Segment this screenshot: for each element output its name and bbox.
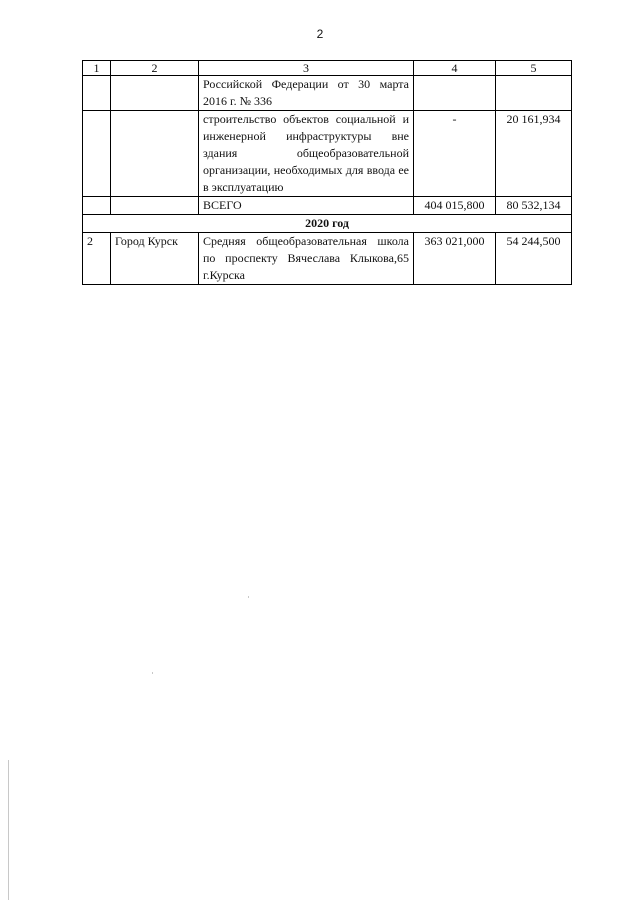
scan-artifact-left-edge: [8, 760, 9, 900]
cell-amount-year: 20 161,934: [496, 111, 572, 197]
cell-amount-total: 363 021,000: [414, 233, 496, 285]
cell-municipality: [111, 197, 199, 215]
cell-object: строительство объектов социальной и инженерной инфраструктуры вне здания общеобразовательной организации, необходимых для ввода ее в эксплуатацию: [199, 111, 414, 197]
page-number: 2: [316, 27, 324, 41]
cell-municipality: [111, 76, 199, 111]
table-row: [83, 233, 572, 285]
cell-amount-total: [414, 76, 496, 111]
header-col-1: 1: [83, 61, 111, 76]
cell-object: Средняя общеобразовательная школа по проспекту Вячеслава Клыкова,65 г.Курска: [199, 233, 414, 285]
cell-number: [83, 111, 111, 197]
cell-amount-year: 54 244,500: [496, 233, 572, 285]
cell-total-label: ВСЕГО: [199, 197, 414, 215]
table-row: [83, 111, 572, 197]
section-row-2020: [83, 215, 572, 233]
cell-number: [83, 76, 111, 111]
header-col-3: 3: [199, 61, 414, 76]
header-col-5: 5: [496, 61, 572, 76]
table-total-row: [83, 197, 572, 215]
cell-amount-total: -: [414, 111, 496, 197]
cell-municipality: [111, 111, 199, 197]
cell-object: Российской Федерации от 30 марта 2016 г. № 336: [199, 76, 414, 111]
cell-amount-total: 404 015,800: [414, 197, 496, 215]
cell-number: [83, 197, 111, 215]
scan-artifact-dot: [248, 596, 249, 598]
header-col-4: 4: [414, 61, 496, 76]
cell-municipality: Город Курск: [111, 233, 199, 285]
cell-amount-year: 80 532,134: [496, 197, 572, 215]
table-header-row: [83, 61, 572, 76]
cell-number: 2: [83, 233, 111, 285]
section-year-label: 2020 год: [83, 215, 572, 233]
budget-table: [82, 60, 572, 285]
table-row: [83, 76, 572, 111]
scan-artifact-dot: [152, 672, 153, 674]
header-col-2: 2: [111, 61, 199, 76]
cell-amount-year: [496, 76, 572, 111]
